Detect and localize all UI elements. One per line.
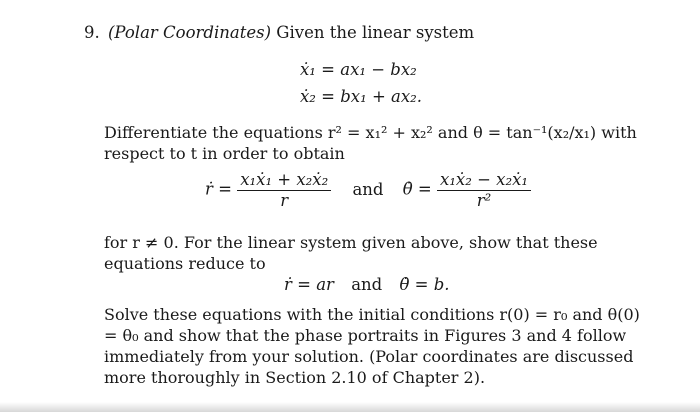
r-dot-lhs: ṙ = xyxy=(205,179,232,199)
r-dot-fraction xyxy=(237,170,331,210)
r-dot-denominator: r xyxy=(280,191,289,210)
paragraph-solve: Solve these equations with the initial conditions r(0) = r₀ and θ(0) = θ₀ and show that the phase portraits in Figures 3 and 4 follow immediately from your solution. (Polar coordinates are discussed more thoroughly in Section 2.10 of Chapter 2). xyxy=(104,305,640,387)
derivative-equations xyxy=(205,170,531,210)
system-equation-1: ẋ₁ = ax₁ − bx₂ xyxy=(300,60,417,79)
problem-title: (Polar Coordinates) xyxy=(108,23,272,42)
problem-heading xyxy=(84,23,474,42)
reduced-theta-equation: θ̇ = b. xyxy=(399,275,450,294)
problem-intro: Given the linear system xyxy=(276,23,475,42)
paragraph-reduce: for r ≠ 0. For the linear system given above, show that these equations reduce to xyxy=(104,233,598,273)
theta-dot-lhs: θ̇ = xyxy=(402,179,432,199)
reduced-r-equation: ṙ = ar xyxy=(284,275,334,294)
r-dot-numerator: x₁ẋ₁ + x₂ẋ₂ xyxy=(237,170,331,191)
problem-number: 9. xyxy=(84,23,100,42)
system-equation-2: ẋ₂ = bx₁ + ax₂. xyxy=(300,87,423,106)
theta-dot-denominator: r² xyxy=(476,191,492,210)
reduced-equations xyxy=(284,275,450,294)
theta-dot-fraction xyxy=(437,170,531,210)
and-word-2: and xyxy=(351,275,383,294)
and-word-1: and xyxy=(352,179,384,199)
theta-dot-numerator: x₁ẋ₂ − x₂ẋ₁ xyxy=(437,170,531,191)
paragraph-differentiate: Differentiate the equations r² = x₁² + x₂² and θ = tan⁻¹(x₂/x₁) with respect to t in order to obtain xyxy=(104,123,637,163)
page-edge-shadow xyxy=(0,402,700,412)
